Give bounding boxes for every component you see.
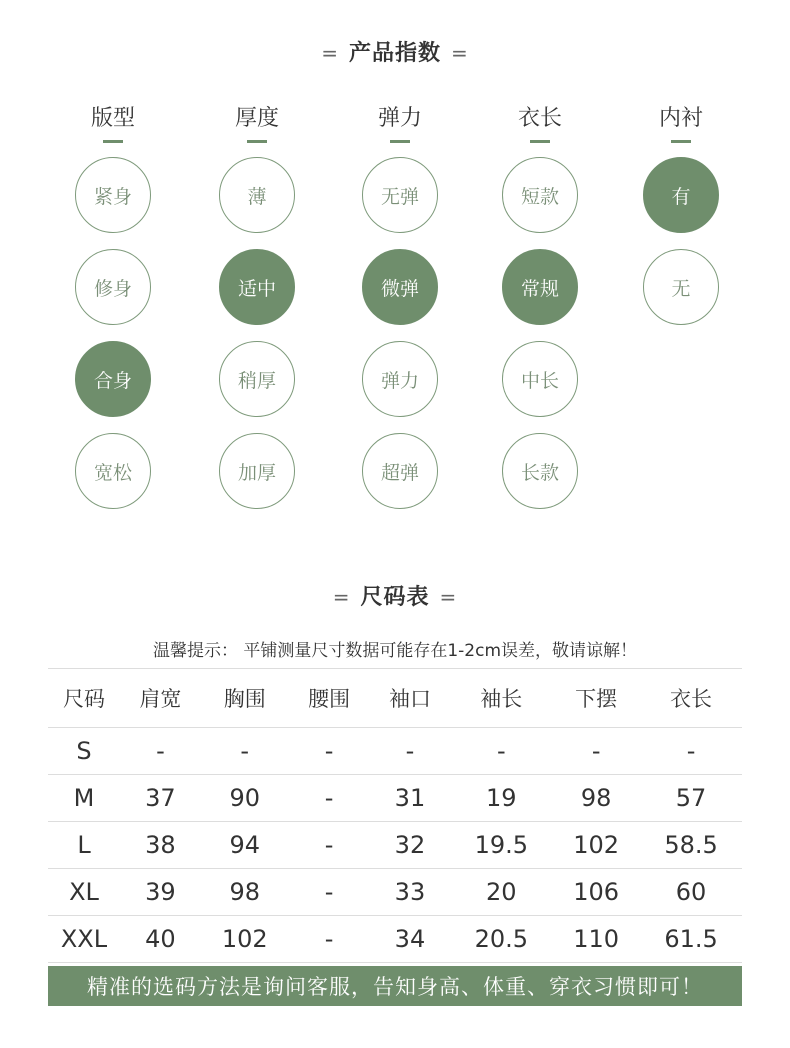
size-table-header-cell: 肩宽 xyxy=(120,669,201,728)
index-option: 超弹 xyxy=(362,433,438,509)
size-table xyxy=(48,668,742,963)
index-column-label: 厚度 xyxy=(234,106,279,131)
table-row xyxy=(48,916,742,963)
index-option-selected: 适中 xyxy=(219,249,295,325)
size-value-cell: 31 xyxy=(370,775,451,822)
product-index-title xyxy=(0,36,790,67)
size-label-cell: S xyxy=(48,728,120,775)
size-value-cell: - xyxy=(450,728,552,775)
size-value-cell: 39 xyxy=(120,869,201,916)
size-value-cell: - xyxy=(201,728,289,775)
product-index-title-text: 产品指数 xyxy=(348,41,441,66)
index-column-label: 内衬 xyxy=(658,106,703,131)
size-value-cell: 102 xyxy=(552,822,640,869)
size-value-cell: 34 xyxy=(370,916,451,963)
size-table-header-cell: 尺码 xyxy=(48,669,120,728)
size-value-cell: - xyxy=(289,775,370,822)
label-underline xyxy=(103,140,123,143)
size-label-cell: XXL xyxy=(48,916,120,963)
size-table-header-cell: 袖长 xyxy=(450,669,552,728)
size-value-cell: 32 xyxy=(370,822,451,869)
size-table-header-cell: 衣长 xyxy=(640,669,742,728)
measurement-note: 温馨提示： 平铺测量尺寸数据可能存在1-2cm误差，敬请谅解！ xyxy=(152,641,638,661)
index-option-selected: 合身 xyxy=(75,341,151,417)
index-option: 加厚 xyxy=(219,433,295,509)
size-chart-title-text: 尺码表 xyxy=(360,585,430,610)
size-chart-title xyxy=(0,580,790,611)
index-option: 弹力 xyxy=(362,341,438,417)
size-value-cell: 98 xyxy=(552,775,640,822)
size-value-cell: 58.5 xyxy=(640,822,742,869)
size-value-cell: 90 xyxy=(201,775,289,822)
size-table-body xyxy=(48,728,742,963)
size-table-header-cell: 下摆 xyxy=(552,669,640,728)
size-value-cell: 102 xyxy=(201,916,289,963)
size-value-cell: 40 xyxy=(120,916,201,963)
title-decoration-left: = xyxy=(321,41,339,65)
size-table-header xyxy=(48,669,742,728)
size-advice-banner: 精准的选码方法是询问客服，告知身高、体重、穿衣习惯即可！ xyxy=(48,966,742,1006)
index-option: 修身 xyxy=(75,249,151,325)
size-value-cell: - xyxy=(370,728,451,775)
size-value-cell: 20 xyxy=(450,869,552,916)
size-value-cell: 33 xyxy=(370,869,451,916)
size-label-cell: XL xyxy=(48,869,120,916)
size-value-cell: - xyxy=(640,728,742,775)
size-value-cell: 106 xyxy=(552,869,640,916)
size-table-header-cell: 腰围 xyxy=(289,669,370,728)
size-value-cell: - xyxy=(289,822,370,869)
index-column-label: 衣长 xyxy=(517,106,562,131)
label-underline xyxy=(247,140,267,143)
index-option: 宽松 xyxy=(75,433,151,509)
title-decoration-left: = xyxy=(332,585,351,609)
size-value-cell: 57 xyxy=(640,775,742,822)
size-value-cell: - xyxy=(120,728,201,775)
index-option: 紧身 xyxy=(75,157,151,233)
size-value-cell: 98 xyxy=(201,869,289,916)
size-value-cell: - xyxy=(289,869,370,916)
size-value-cell: - xyxy=(552,728,640,775)
table-row xyxy=(48,728,742,775)
size-label-cell: M xyxy=(48,775,120,822)
size-value-cell: 61.5 xyxy=(640,916,742,963)
label-underline xyxy=(530,140,550,143)
index-option-selected: 微弹 xyxy=(362,249,438,325)
index-option: 中长 xyxy=(502,341,578,417)
size-table-header-cell: 胸围 xyxy=(201,669,289,728)
index-column xyxy=(636,104,726,341)
index-option: 无 xyxy=(643,249,719,325)
table-row xyxy=(48,775,742,822)
index-option: 长款 xyxy=(502,433,578,509)
size-value-cell: 60 xyxy=(640,869,742,916)
index-column xyxy=(212,104,302,525)
size-value-cell: 19.5 xyxy=(450,822,552,869)
size-table-header-cell: 袖口 xyxy=(370,669,451,728)
index-column xyxy=(355,104,445,525)
index-column xyxy=(68,104,158,525)
title-decoration-right: = xyxy=(439,585,458,609)
table-row xyxy=(48,822,742,869)
size-value-cell: 94 xyxy=(201,822,289,869)
index-column-label: 弹力 xyxy=(377,106,422,131)
table-row xyxy=(48,869,742,916)
size-value-cell: - xyxy=(289,728,370,775)
label-underline xyxy=(390,140,410,143)
size-value-cell: 19 xyxy=(450,775,552,822)
index-option: 稍厚 xyxy=(219,341,295,417)
size-value-cell: - xyxy=(289,916,370,963)
size-value-cell: 20.5 xyxy=(450,916,552,963)
index-option: 无弹 xyxy=(362,157,438,233)
size-label-cell: L xyxy=(48,822,120,869)
index-option: 短款 xyxy=(502,157,578,233)
index-column-label: 版型 xyxy=(90,106,135,131)
title-decoration-right: = xyxy=(451,41,469,65)
index-option: 薄 xyxy=(219,157,295,233)
size-value-cell: 38 xyxy=(120,822,201,869)
size-value-cell: 110 xyxy=(552,916,640,963)
index-column xyxy=(495,104,585,525)
index-option-selected: 常规 xyxy=(502,249,578,325)
index-option-selected: 有 xyxy=(643,157,719,233)
label-underline xyxy=(671,140,691,143)
size-value-cell: 37 xyxy=(120,775,201,822)
